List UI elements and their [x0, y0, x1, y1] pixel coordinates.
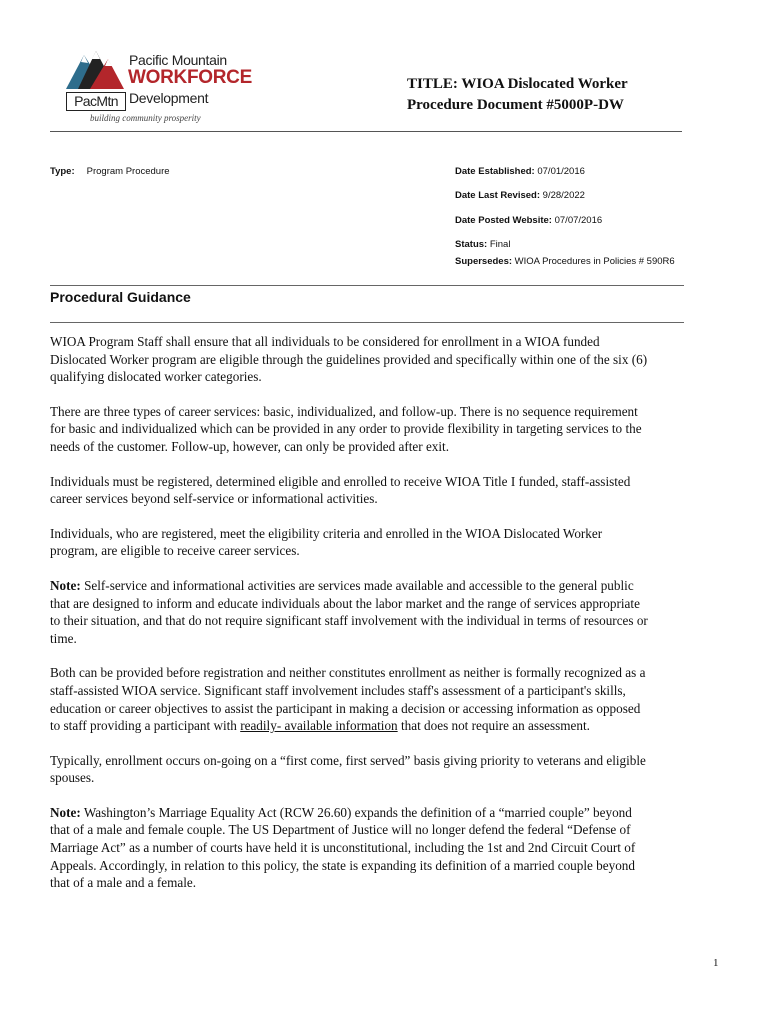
org-tagline: building community prosperity [90, 113, 201, 123]
document-title [407, 74, 628, 116]
supersedes-value: WIOA Procedures in Policies # 590R6 [514, 256, 675, 267]
date-posted-value: 07/07/2016 [554, 215, 603, 226]
supersedes-field [455, 256, 675, 267]
org-name-line1: Pacific Mountain [129, 52, 227, 68]
org-logo [64, 47, 252, 127]
note-text: Self-service and informational activities are services made available and accessible to the general public that are designed to inform and educate individuals about the labor market and the range of services appropriate to their situation, and that do not require significant staff involvement with the individual in terms of resources or time. [50, 577, 648, 646]
paragraph: There are three types of career services: basic, individualized, and follow-up. There is no sequence requirement for basic and individualized which can be provided in any order to provide flexibility in targeting services to the needs of the customer. Follow-up, however, can only be provided after exit. [50, 403, 642, 454]
underlined-text: readily- available information [240, 718, 398, 734]
paragraph [50, 664, 650, 734]
section-divider-bottom [50, 322, 684, 323]
section-divider-top [50, 285, 684, 286]
status-value: Final [489, 239, 511, 250]
note-paragraph [50, 804, 650, 892]
type-field [50, 166, 170, 177]
type-value: Program Procedure [86, 166, 170, 177]
date-revised-value: 9/28/2022 [542, 190, 585, 201]
date-revised-field [455, 190, 585, 201]
org-name-line2: WORKFORCE [128, 67, 252, 88]
paragraph-text: Both can be provided before registration and neither constitutes enrollment as neither is formally recognized as a staff-assisted WIOA service. Significant staff involvement includes staff's assessment of a participant's skills, education or career objectives to assist the participant in making a decision or accessing information as opposed to staff providing a participant with [50, 665, 646, 734]
title-line2: Procedure Document #5000P-DW [407, 97, 624, 113]
supersedes-label: Supersedes: [455, 256, 513, 267]
status-label: Status: [455, 239, 488, 250]
paragraph: Typically, enrollment occurs on-going on a “first come, first served” basis giving priority to veterans and eligible spouses. [50, 752, 646, 786]
org-name-line3: Development [129, 90, 209, 106]
note-text: Washington’s Marriage Equality Act (RCW 26.60) expands the definition of a “married couple” beyond that of a male and female couple. The US Department of Justice will no longer defend the federal “Defense of Marriage Act” as a number of courts have held it is unconstitutional, including the 1st and 2nd Circuit Court of Appeals. Accordingly, in relation to this policy, the state is expanding its definition of a married couple beyond that of a male and a female. [50, 804, 636, 891]
header-divider [50, 131, 682, 132]
type-label: Type: [50, 166, 75, 177]
section-heading: Procedural Guidance [50, 289, 191, 305]
date-revised-label: Date Last Revised: [455, 190, 541, 201]
page-number: 1 [713, 957, 719, 969]
date-established-label: Date Established: [455, 166, 535, 177]
paragraph: WIOA Program Staff shall ensure that all individuals to be considered for enrollment in a WIOA funded Dislocated Worker program are eligible through the guidelines provided and specifically within one of the six (6) qualifying dislocated worker categories. [50, 334, 648, 385]
title-line1: TITLE: WIOA Dislocated Worker [407, 76, 628, 92]
note-paragraph [50, 577, 650, 647]
paragraph-text: that does not require an assessment. [397, 718, 590, 734]
paragraph: Individuals, who are registered, meet the eligibility criteria and enrolled in the WIOA Dislocated Worker program, are eligible to receive career services. [50, 525, 603, 559]
date-established-value: 07/01/2016 [537, 166, 585, 177]
note-label: Note: [50, 804, 81, 820]
date-posted-label: Date Posted Website: [455, 215, 552, 226]
date-established-field [455, 166, 585, 177]
body-text [50, 333, 650, 909]
note-label: Note: [50, 577, 81, 593]
date-posted-field [455, 215, 602, 226]
mountains-icon [64, 47, 126, 93]
org-abbrev: PacMtn [66, 92, 126, 111]
paragraph: Individuals must be registered, determined eligible and enrolled to receive WIOA Title I funded, staff-assisted career services beyond self-service or informational activities. [50, 473, 631, 507]
status-field [455, 239, 510, 250]
